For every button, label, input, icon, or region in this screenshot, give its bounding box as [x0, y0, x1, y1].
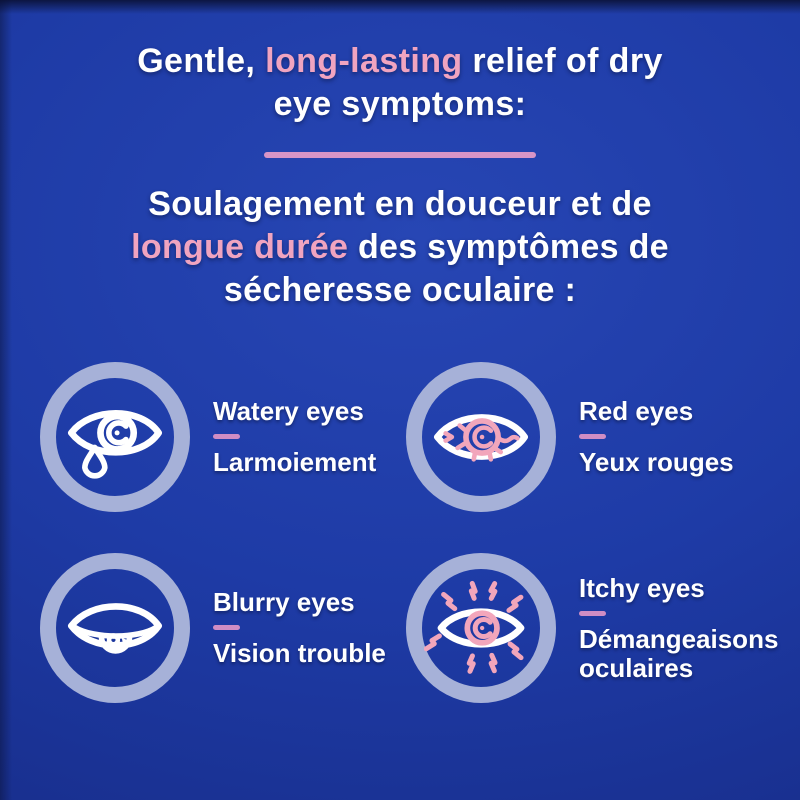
- symptom-labels: [579, 574, 800, 683]
- heading-fr-line3: sécheresse oculaire :: [223, 271, 577, 309]
- symptom-label-en: Red eyes: [579, 396, 694, 426]
- label-divider: [579, 434, 606, 439]
- icon-ring: [406, 553, 556, 703]
- heading-fr-line1: Soulagement en douceur et de: [148, 185, 652, 223]
- heading-fr-line2: [0, 226, 800, 269]
- red-eye-icon: [429, 385, 533, 489]
- symptom-item-red: [406, 362, 800, 512]
- heading-en-part: Gentle,: [137, 42, 266, 80]
- label-divider: [579, 611, 606, 616]
- heading-fr: [0, 183, 800, 312]
- blurry-eye-icon: [63, 576, 167, 680]
- symptom-label-en: Itchy eyes: [579, 572, 705, 603]
- symptom-label-fr: Vision trouble: [213, 638, 386, 668]
- watery-eye-icon: [63, 385, 167, 489]
- symptom-label-fr: Démangeaisons oculaires: [579, 623, 779, 683]
- symptom-item-itchy: [406, 553, 800, 703]
- symptom-label-fr: Larmoiement: [213, 447, 377, 477]
- symptom-label-en: Blurry eyes: [213, 587, 355, 617]
- icon-ring: [40, 553, 190, 703]
- icon-ring: [406, 362, 556, 512]
- heading-en-line2: eye symptoms:: [273, 85, 527, 123]
- heading-divider: [264, 152, 536, 158]
- label-divider: [213, 434, 240, 439]
- symptom-label-fr: Yeux rouges: [579, 447, 734, 477]
- symptom-labels: [579, 397, 800, 477]
- heading-en-part: relief of dry: [462, 42, 663, 80]
- heading-en-accent: long-lasting: [265, 42, 463, 80]
- heading-fr-accent: longue durée: [131, 228, 349, 266]
- heading-en-line1: [0, 40, 800, 83]
- itchy-eye-icon: [424, 571, 538, 685]
- heading-en: [0, 40, 800, 126]
- icon-ring: [40, 362, 190, 512]
- heading-fr-part: des symptômes de: [348, 228, 669, 266]
- symptom-item-watery: [40, 362, 448, 512]
- label-divider: [213, 625, 240, 630]
- symptom-label-en: Watery eyes: [213, 396, 364, 426]
- symptom-item-blurry: [40, 553, 448, 703]
